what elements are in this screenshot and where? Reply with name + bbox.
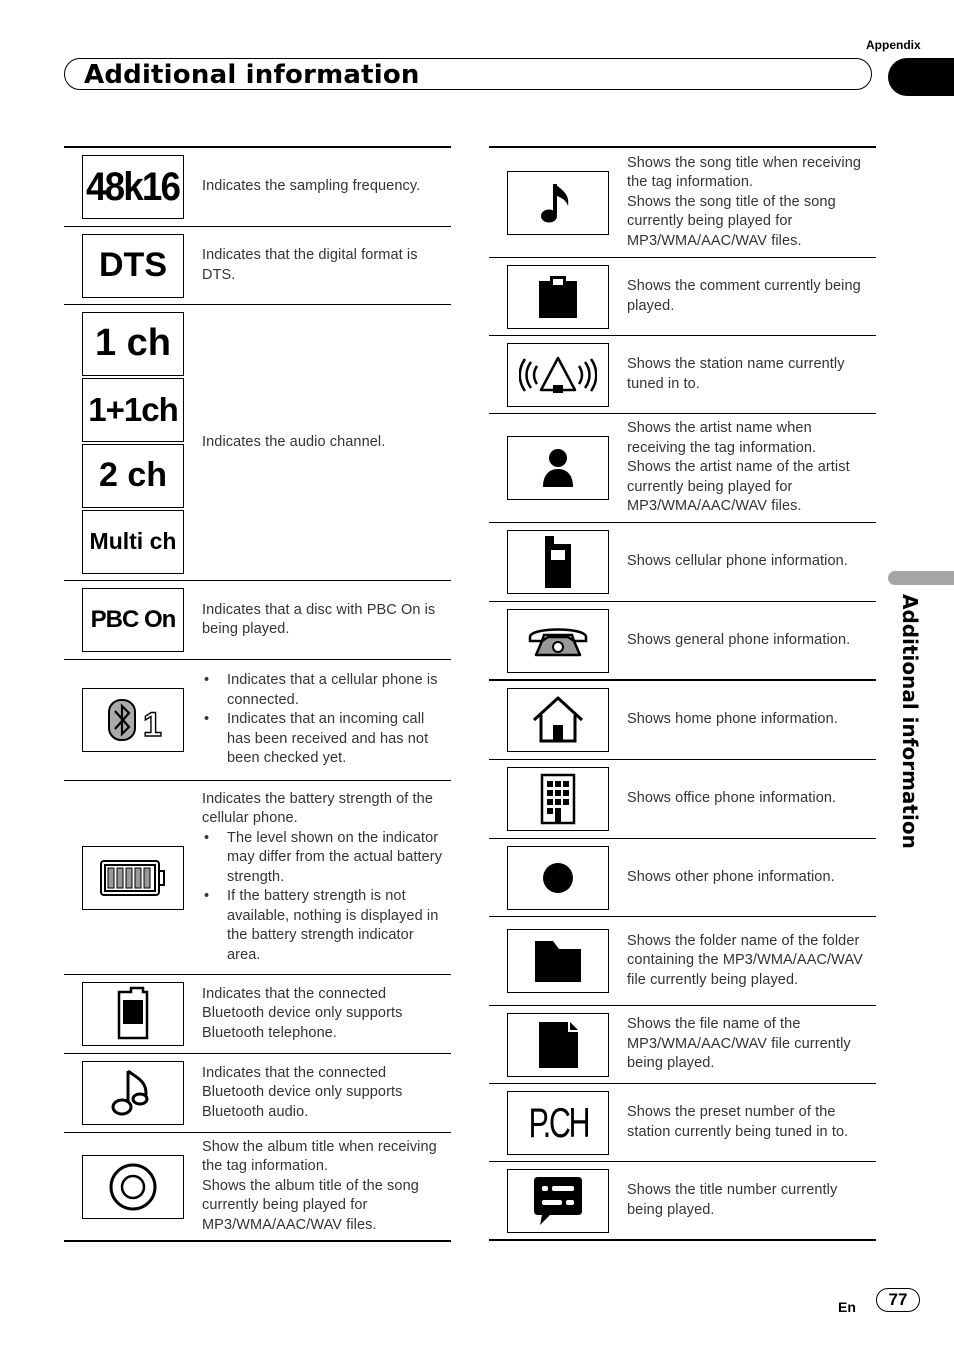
table-row	[489, 336, 876, 414]
home-phone-icon	[507, 688, 609, 752]
row-description: Indicates the audio channel.	[202, 433, 386, 450]
table-row	[489, 602, 876, 681]
table-row	[489, 258, 876, 336]
table-row	[64, 1133, 451, 1242]
row-description: Shows the preset number of the station currently being tuned in to.	[627, 1104, 849, 1140]
row-description: Indicates the battery strength of the cellular phone. • The level shown on the indicator may differ from the actual battery strength. • If the battery strength is not available, nothing is displayed in the battery strength indicator area.	[202, 790, 451, 966]
office-phone-icon	[507, 767, 609, 831]
pbc-on-icon: PBC On	[82, 588, 184, 652]
table-row	[489, 760, 876, 839]
sampling-frequency-icon: 48k16	[82, 155, 184, 219]
right-column	[489, 146, 876, 1241]
row-description: Indicates that the connected Bluetooth device only supports Bluetooth audio.	[202, 1064, 403, 1120]
table-row	[489, 1084, 876, 1162]
row-description: Shows cellular phone information.	[627, 553, 848, 570]
dts-icon: DTS	[82, 234, 184, 298]
other-phone-icon	[507, 846, 609, 910]
svg-text:1: 1	[143, 706, 162, 743]
row-description: Shows the file name of the MP3/WMA/AAC/WAV file currently being played.	[627, 1016, 851, 1072]
battery-icon	[82, 846, 184, 910]
section-tab-marker	[888, 571, 954, 585]
row-description: Shows office phone information.	[627, 790, 837, 807]
table-row	[489, 1162, 876, 1241]
general-phone-icon	[507, 609, 609, 673]
left-column	[64, 146, 451, 1242]
list-item: • If the battery strength is not available, nothing is displayed in the battery strength indicator area.	[202, 887, 443, 965]
table-row	[64, 1054, 451, 1133]
station-icon	[507, 343, 609, 407]
table-row	[64, 660, 451, 781]
folder-icon	[507, 929, 609, 993]
page-number: 77	[876, 1288, 920, 1312]
side-section-label: Additional information	[898, 594, 922, 849]
row-description: Shows the comment currently being played.	[627, 278, 861, 314]
bluetooth-phone-icon	[82, 688, 184, 752]
table-row	[489, 1006, 876, 1084]
artist-icon	[507, 436, 609, 500]
title-number-icon	[507, 1169, 609, 1233]
table-row	[489, 523, 876, 602]
list-item: • Indicates that a cellular phone is connected.	[202, 671, 443, 710]
section-tab	[888, 58, 954, 96]
list-item: • Indicates that an incoming call has been received and has not been checked yet.	[202, 710, 443, 769]
row-description: Indicates that the digital format is DTS.	[202, 247, 418, 283]
1ch-icon: 1 ch	[82, 312, 184, 376]
row-description: Indicates that the connected Bluetooth device only supports Bluetooth telephone.	[202, 985, 403, 1041]
table-row	[64, 975, 451, 1054]
table-row	[64, 148, 451, 227]
cellular-phone-icon	[507, 530, 609, 594]
table-row	[64, 227, 451, 305]
bt-audio-icon	[82, 1061, 184, 1125]
comment-icon	[507, 265, 609, 329]
row-description: Shows the station name currently tuned in to.	[627, 356, 845, 392]
row-description: Shows general phone information.	[627, 631, 851, 648]
language-label: En	[838, 1299, 856, 1315]
row-description: Shows other phone information.	[627, 868, 835, 885]
table-row	[489, 681, 876, 760]
row-description: Indicates the sampling frequency.	[202, 178, 421, 195]
table-row	[489, 917, 876, 1006]
music-note-icon	[507, 171, 609, 235]
row-description: Shows the song title when receiving the tag information. Shows the song title of the song currently being played for MP3/WMA/AAC/WAV files.	[627, 154, 862, 249]
row-description: Shows the title number currently being played.	[627, 1182, 838, 1218]
row-description	[202, 671, 451, 769]
multi-ch-icon: Multi ch	[82, 510, 184, 574]
table-row	[489, 148, 876, 258]
preset-channel-icon: P.CH	[507, 1091, 609, 1155]
appendix-label: Appendix	[866, 38, 921, 52]
table-row	[489, 839, 876, 917]
2ch-icon: 2 ch	[82, 444, 184, 508]
row-description: Shows the artist name when receiving the tag information. Shows the artist name of the artist currently being played for MP3/WMA/AAC/WAV files.	[627, 420, 850, 515]
table-row	[64, 781, 451, 975]
row-description: Indicates that a disc with PBC On is being played.	[202, 601, 436, 637]
row-description: Shows home phone information.	[627, 711, 838, 728]
page-title: Additional information	[84, 60, 420, 90]
table-row	[64, 305, 451, 581]
file-icon	[507, 1013, 609, 1077]
table-row	[64, 581, 451, 660]
table-row	[489, 414, 876, 523]
bt-telephone-icon	[82, 982, 184, 1046]
1plus1ch-icon: 1+1ch	[82, 378, 184, 442]
album-disc-icon	[82, 1155, 184, 1219]
row-description: Show the album title when receiving the tag information. Shows the album title of the song currently being played for MP3/WMA/AAC/WAV files.	[202, 1138, 437, 1233]
list-item: • The level shown on the indicator may differ from the actual battery strength.	[202, 829, 443, 888]
row-description: Shows the folder name of the folder containing the MP3/WMA/AAC/WAV file currently being played.	[627, 932, 863, 988]
